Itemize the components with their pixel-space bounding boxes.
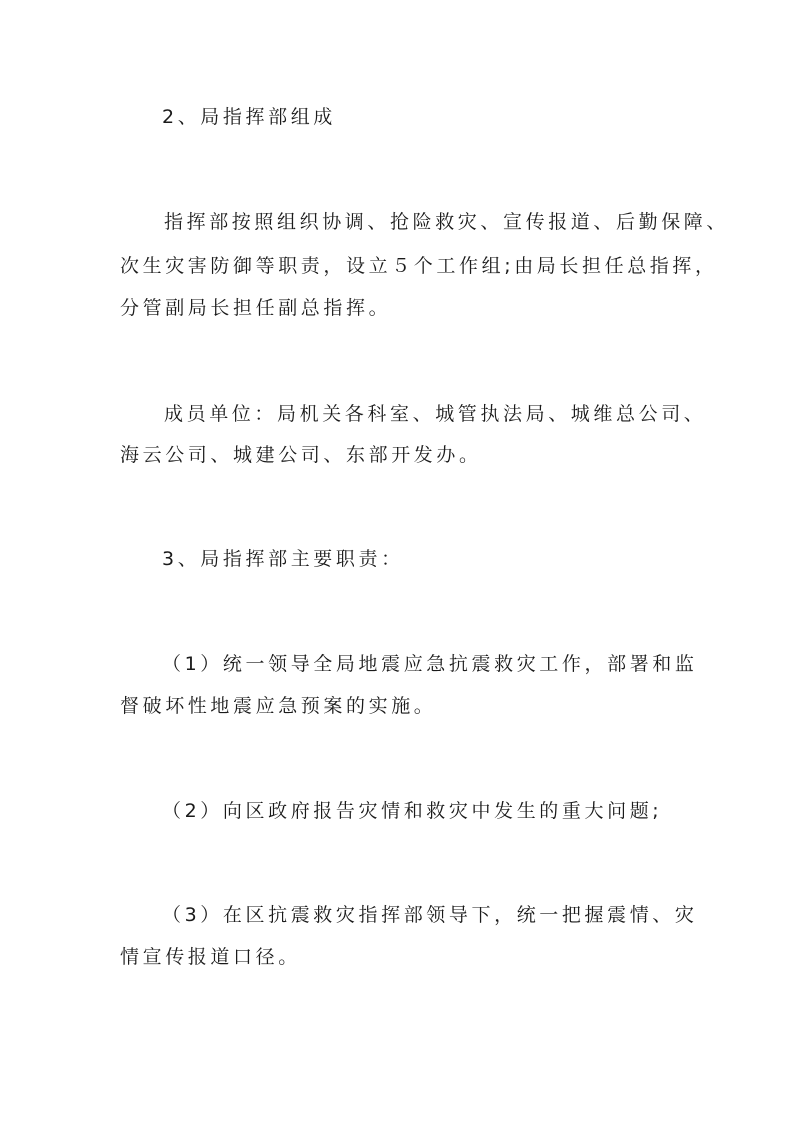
- duty-item-3-line-2: 情宣传报道口径。: [120, 946, 301, 968]
- duty-item-1-line-2: 督破坏性地震应急预案的实施。: [120, 695, 437, 717]
- paragraph-working-groups-line-3: 分管副局长担任副总指挥。: [120, 297, 392, 319]
- paragraph-member-units-line-1: 成员单位：局机关各科室、城管执法局、城维总公司、: [164, 403, 707, 425]
- duty-item-2: （2）向区政府报告灾情和救灾中发生的重大问题;: [162, 800, 663, 822]
- section-heading-command-composition: 2、局指挥部组成: [162, 106, 336, 128]
- section-heading-main-duties: 3、局指挥部主要职责：: [162, 548, 404, 570]
- duty-item-3-line-1: （3）在区抗震救灾指挥部领导下，统一把握震情、灾: [162, 904, 698, 926]
- paragraph-working-groups-line-2: 次生灾害防御等职责，设立５个工作组;由局长担任总指挥，: [120, 255, 718, 277]
- paragraph-member-units-line-2: 海云公司、城建公司、东部开发办。: [120, 444, 482, 466]
- duty-item-1-line-1: （1）统一领导全局地震应急抗震救灾工作，部署和监: [162, 653, 698, 675]
- paragraph-working-groups-line-1: 指挥部按照组织协调、抢险救灾、宣传报道、后勤保障、: [164, 211, 730, 233]
